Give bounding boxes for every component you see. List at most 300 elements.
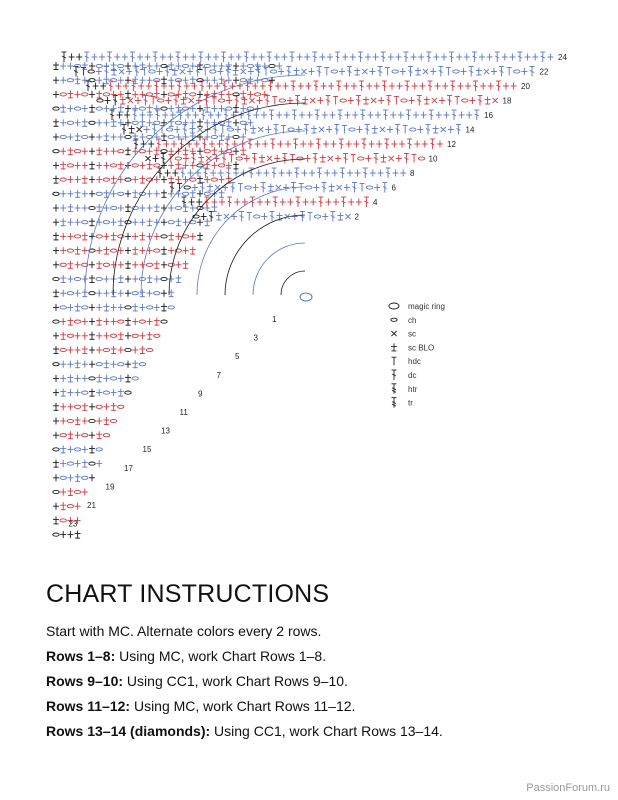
stitch-symbol: [67, 334, 73, 337]
chart-row: [53, 431, 110, 439]
stitch-symbol: [474, 110, 479, 120]
stitch-symbol: [177, 81, 182, 91]
stitch-symbol: [60, 531, 66, 538]
stitch-symbol: [309, 170, 315, 177]
stitch-symbol: [418, 54, 424, 61]
legend-label: htr: [408, 384, 418, 394]
stitch-symbol: [60, 275, 66, 283]
stitch-symbol: [193, 112, 199, 119]
stitch-symbol: [358, 157, 364, 160]
stitch-symbol: [491, 68, 497, 75]
stitch-symbol: [288, 128, 294, 131]
stitch-symbol: [139, 77, 145, 84]
stitch-symbol: [227, 128, 233, 131]
stitch-symbol: [304, 54, 310, 61]
stitch-symbol: [265, 96, 270, 106]
stitch-symbol: [53, 418, 59, 425]
stitch-symbol: [284, 112, 290, 119]
stitch-symbol: [354, 68, 360, 76]
stitch-symbol: [53, 460, 59, 468]
stitch-symbol: [132, 303, 138, 311]
stitch-symbol: [270, 139, 275, 149]
stitch-symbol: [147, 190, 153, 197]
stitch-symbol: [168, 263, 174, 266]
stitch-symbol: [67, 431, 73, 439]
stitch-symbol: [206, 156, 211, 161]
stitch-symbol: [234, 199, 240, 206]
stitch-symbol: [430, 68, 436, 75]
row-number-label: 20: [521, 82, 530, 91]
row-number-label: 24: [558, 53, 567, 62]
step-text: Using MC, work Chart Rows 1–8.: [115, 648, 327, 664]
legend-label: sc: [408, 329, 416, 339]
stitch-symbol: [209, 141, 215, 148]
stitch-symbol: [401, 99, 407, 102]
stitch-symbol: [317, 168, 322, 178]
stitch-symbol: [296, 197, 301, 207]
stitch-symbol: [436, 112, 442, 119]
stitch-symbol: [111, 148, 117, 155]
chart-row: [53, 261, 189, 269]
stitch-symbol: [391, 141, 397, 148]
stitch-symbol: [75, 247, 81, 255]
stitch-symbol: [75, 474, 81, 482]
stitch-symbol: [82, 403, 88, 411]
instruction-step: [46, 723, 586, 740]
stitch-symbol: [82, 148, 88, 155]
stitch-symbol: [67, 90, 73, 98]
stitch-symbol: [110, 79, 116, 82]
stitch-symbol: [488, 83, 494, 90]
stitch-symbol: [168, 77, 174, 84]
stitch-symbol: [205, 54, 211, 61]
stitch-symbol: [103, 348, 109, 351]
stitch-symbol: [145, 156, 150, 161]
stitch-symbol: [154, 318, 160, 326]
stitch-symbol: [183, 119, 189, 126]
stitch-symbol: [382, 81, 387, 91]
stitch-symbol: [60, 445, 66, 453]
stitch-symbol: [295, 96, 300, 106]
stitch-symbol: [82, 276, 88, 283]
stitch-symbol: [183, 204, 189, 212]
stitch-symbol: [341, 197, 346, 207]
stitch-symbol: [147, 161, 153, 169]
stitch-symbol: [118, 375, 124, 382]
stitch-symbol: [53, 119, 59, 127]
stitch-symbol: [305, 83, 311, 90]
stitch-symbol: [147, 290, 153, 297]
stitch-symbol: [198, 52, 203, 62]
stitch-symbol: [111, 119, 117, 127]
stitch-symbol: [125, 233, 131, 240]
stitch-symbol: [392, 70, 398, 73]
stitch-symbol: [530, 67, 535, 77]
stitch-symbol: [139, 289, 145, 297]
stitch-symbol: [89, 121, 95, 124]
stitch-symbol: [53, 247, 59, 254]
stitch-symbol: [144, 126, 150, 133]
stitch-symbol: [154, 292, 160, 295]
stitch-symbol: [60, 460, 66, 467]
stitch-symbol: [282, 154, 287, 164]
stitch-symbol: [175, 275, 181, 283]
stitch-symbol: [157, 68, 163, 75]
stitch-symbol: [67, 219, 73, 226]
stitch-symbol: [185, 112, 191, 119]
stitch-symbol: [67, 474, 73, 481]
stitch-symbol: [60, 502, 66, 510]
stitch-symbol: [532, 54, 538, 61]
stitch-symbol: [125, 63, 131, 70]
stitch-symbol: [111, 134, 117, 141]
stitch-symbol: [137, 54, 143, 61]
stitch-symbol: [441, 54, 447, 61]
stitch-symbol: [499, 67, 504, 77]
magic-ring-symbol: [300, 293, 312, 301]
stitch-symbol: [465, 83, 471, 90]
stitch-symbol: [293, 68, 299, 76]
stitch-symbol: [89, 318, 95, 325]
stitch-symbol: [82, 361, 88, 368]
stitch-symbol: [139, 304, 145, 311]
stitch-symbol: [455, 97, 460, 105]
stitch-symbol: [227, 197, 232, 207]
chart-row: [53, 445, 103, 453]
stitch-symbol: [518, 52, 523, 62]
stitch-symbol: [452, 110, 457, 120]
stitch-symbol: [395, 125, 400, 135]
stitch-symbol: [75, 503, 81, 510]
chart-row: [53, 275, 182, 283]
stitch-symbol: [180, 168, 185, 178]
stitch-symbol: [165, 97, 171, 104]
row-number-label: 23: [68, 519, 78, 529]
stitch-symbol: [60, 318, 66, 325]
stitch-symbol: [60, 178, 66, 181]
stitch-symbol: [89, 292, 95, 295]
stitch-symbol: [161, 154, 166, 164]
stitch-symbol: [170, 183, 175, 193]
stitch-symbol: [376, 141, 382, 148]
chart-row: [53, 289, 174, 297]
stitch-symbol: [107, 52, 112, 62]
stitch-symbol: [283, 83, 289, 90]
stitch-symbol: [96, 318, 102, 326]
stitch-symbol: [387, 126, 393, 133]
stitch-symbol: [89, 190, 95, 197]
stitch-symbol: [197, 164, 203, 167]
stitch-symbol: [466, 112, 472, 119]
row-number-label: 17: [124, 463, 133, 473]
stitch-symbol: [329, 184, 335, 192]
stitch-symbol: [82, 221, 88, 224]
stitch-symbol: [154, 63, 160, 70]
stitch-symbol: [493, 98, 498, 103]
stitch-symbol: [525, 54, 531, 61]
stitch-symbol: [197, 91, 203, 98]
stitch-symbol: [53, 277, 59, 280]
row-number-label: 19: [105, 482, 115, 492]
stitch-symbol: [196, 199, 202, 206]
stitch-symbol: [96, 277, 102, 280]
stitch-symbol: [84, 52, 89, 62]
stitch-symbol: [299, 112, 305, 119]
stitch-symbol: [82, 476, 88, 479]
stitch-symbol: [96, 431, 102, 439]
stitch-symbol: [248, 68, 254, 75]
stitch-symbol: [103, 391, 109, 394]
instruction-step: [46, 698, 586, 715]
stitch-symbol: [345, 214, 350, 219]
stitch-symbol: [429, 110, 434, 120]
stitch-symbol: [479, 54, 485, 61]
stitch-symbol: [145, 54, 151, 61]
chart-row: [53, 417, 117, 425]
stitch-symbol: [311, 126, 317, 134]
stitch-symbol: [53, 261, 59, 268]
stitch-symbol: [342, 54, 348, 61]
stitch-symbol: [168, 205, 174, 212]
stitch-symbol: [196, 97, 202, 104]
stitch-symbol: [125, 348, 131, 351]
stitch-symbol: [405, 81, 410, 91]
stitch-symbol: [118, 235, 124, 238]
chart-row: [53, 374, 138, 382]
stitch-symbol: [495, 52, 500, 62]
stitch-symbol: [132, 334, 138, 337]
stitch-symbol: [53, 91, 59, 98]
stitch-symbol: [350, 54, 356, 61]
stitch-symbol: [154, 190, 160, 197]
stitch-symbol: [328, 156, 333, 161]
stitch-symbol: [161, 150, 167, 153]
stitch-symbol: [378, 67, 383, 77]
stitch-symbol: [220, 126, 225, 134]
legend-label: hdc: [408, 357, 421, 367]
stitch-symbol: [346, 141, 352, 148]
stitch-symbol: [197, 232, 203, 240]
stitch-symbol: [197, 105, 203, 112]
stitch-symbol: [310, 98, 315, 103]
stitch-symbol: [82, 306, 88, 309]
row-number-label: 10: [428, 154, 438, 164]
stitch-symbol: [60, 205, 66, 212]
legend-label: tr: [408, 398, 413, 408]
stitch-symbol: [118, 161, 124, 169]
stitch-symbol: [132, 318, 138, 325]
stitch-symbol: [75, 347, 81, 354]
stitch-symbol: [129, 126, 135, 134]
stitch-symbol: [89, 361, 95, 368]
chart-row: [53, 460, 102, 468]
chart-row: [53, 161, 239, 169]
stitch-symbol: [292, 110, 297, 120]
stitch-symbol: [272, 168, 277, 178]
stitch-symbol: [132, 233, 138, 240]
htr-icon: [392, 384, 397, 394]
stitch-symbol: [253, 184, 259, 191]
chart-row: [53, 502, 81, 510]
row-number-label: 2: [354, 212, 359, 222]
stitch-symbol: [374, 83, 380, 90]
stitch-symbol: [161, 190, 167, 198]
row-arc: [225, 215, 305, 295]
stitch-symbol: [360, 184, 365, 192]
chart-row: [53, 190, 225, 198]
stitch-symbol: [103, 133, 109, 141]
stitch-symbol: [321, 83, 327, 90]
stitch-symbol: [381, 155, 387, 163]
stitch-symbol: [103, 162, 109, 169]
stitch-symbol: [180, 69, 185, 74]
stitch-symbol: [383, 110, 388, 120]
stitch-symbol: [394, 97, 399, 105]
stitch-symbol: [393, 170, 399, 177]
stitch-symbol: [168, 247, 174, 254]
stitch-symbol: [82, 489, 88, 496]
stitch-symbol: [247, 64, 253, 67]
stitch-symbol: [358, 52, 363, 62]
stitch-symbol: [81, 68, 86, 76]
stitch-symbol: [298, 83, 304, 90]
chart-row: [53, 403, 124, 411]
stitch-symbol: [175, 206, 181, 209]
stitch-symbol: [103, 247, 109, 255]
stitch-symbol: [166, 128, 172, 131]
stitch-symbol: [485, 97, 491, 105]
stitch-symbol: [269, 110, 274, 120]
stitch-symbol: [219, 199, 225, 206]
stitch-symbol: [99, 54, 105, 61]
stitch-symbol: [190, 119, 196, 126]
stitch-symbol: [132, 121, 138, 124]
stitch-symbol: [75, 303, 81, 311]
stitch-symbol: [484, 69, 489, 74]
instructions-intro: Start with MC. Alternate colors every 2 rows.: [46, 623, 322, 639]
stitch-symbol: [74, 235, 80, 238]
stitch-symbol: [168, 135, 174, 138]
stitch-symbol: [366, 83, 372, 90]
stitch-symbol: [75, 176, 81, 183]
stitch-symbol: [216, 213, 222, 221]
stitch-symbol: [60, 218, 66, 226]
stitch-symbol: [408, 67, 413, 77]
stitch-symbol: [89, 91, 95, 98]
stitch-symbol: [103, 221, 109, 224]
stitch-symbol: [111, 389, 117, 396]
stitch-symbol: [82, 190, 88, 197]
stitch-symbol: [89, 474, 95, 481]
stitch-symbol: [183, 261, 189, 269]
stitch-symbol: [521, 68, 527, 75]
stitch-symbol: [67, 105, 73, 112]
stitch-symbol: [146, 348, 152, 351]
row-number-label: 7: [216, 370, 221, 380]
stitch-symbol: [60, 105, 66, 113]
stitch-symbol: [132, 347, 138, 354]
stitch-symbol: [118, 275, 124, 283]
stitch-symbol: [233, 119, 239, 126]
stitch-symbol: [89, 261, 95, 268]
stitch-symbol: [352, 112, 358, 119]
stitch-symbol: [464, 54, 470, 61]
stitch-symbol: [243, 125, 248, 135]
stitch-symbol: [320, 155, 326, 163]
row-number-label: 6: [391, 183, 396, 193]
stitch-symbol: [211, 105, 217, 112]
stitch-symbol: [88, 70, 94, 73]
stitch-symbol: [96, 77, 102, 84]
stitch-symbol: [183, 155, 189, 162]
stitch-symbol: [89, 403, 95, 410]
stitch-symbol: [161, 277, 167, 280]
stitch-symbol: [132, 105, 138, 112]
instructions-title: CHART INSTRUCTIONS: [46, 580, 330, 608]
stitch-symbol: [132, 292, 138, 295]
stitch-symbol: [312, 52, 317, 62]
stitch-symbol: [228, 54, 234, 61]
stitch-symbol: [82, 176, 88, 184]
stitch-symbol: [60, 190, 66, 197]
stitch-symbol: [211, 77, 217, 84]
stitch-symbol: [118, 347, 124, 354]
stitch-symbol: [132, 91, 138, 98]
stitch-symbol: [167, 54, 173, 61]
stitch-symbol: [67, 446, 73, 453]
stitch-symbol: [297, 157, 303, 160]
stitch-symbol: [211, 135, 217, 138]
stitch-symbol: [409, 97, 415, 104]
stitch-symbol: [132, 219, 138, 226]
stitch-symbol: [208, 112, 214, 119]
step-text: Using CC1, work Chart Rows 13–14.: [210, 723, 443, 739]
row-number-label: 11: [179, 408, 188, 417]
stitch-symbol: [53, 448, 59, 451]
stitch-symbol: [60, 247, 66, 254]
stitch-symbol: [313, 184, 319, 191]
legend-item: [392, 398, 414, 408]
stitch-symbol: [211, 162, 217, 169]
stitch-symbol: [67, 531, 73, 538]
stitch-symbol: [154, 276, 160, 283]
stitch-symbol: [139, 232, 145, 240]
stitch-symbol: [161, 76, 167, 84]
stitch-symbol: [82, 77, 88, 84]
stitch-symbol: [509, 54, 515, 61]
stitch-symbol: [219, 133, 225, 141]
stitch-symbol: [272, 97, 277, 105]
stitch-symbol: [345, 112, 351, 119]
stitch-symbol: [210, 70, 216, 73]
stitch-symbol: [154, 90, 160, 98]
stitch-symbol: [96, 290, 102, 297]
stitch-symbol: [103, 290, 109, 297]
stitch-symbol: [316, 139, 321, 149]
stitch-symbol: [422, 141, 428, 148]
stitch-symbol: [75, 290, 81, 297]
stitch-symbol: [147, 205, 153, 212]
row-number-label: 9: [198, 389, 203, 399]
stitch-symbol: [125, 119, 131, 126]
stitch-symbol: [374, 184, 380, 191]
stitch-symbol: [256, 67, 261, 77]
stitch-symbol: [132, 164, 138, 167]
watermark: PassionForum.ru: [526, 782, 610, 794]
stitch-symbol: [53, 134, 59, 141]
stitch-symbol: [174, 126, 180, 133]
stitch-symbol: [147, 218, 153, 226]
